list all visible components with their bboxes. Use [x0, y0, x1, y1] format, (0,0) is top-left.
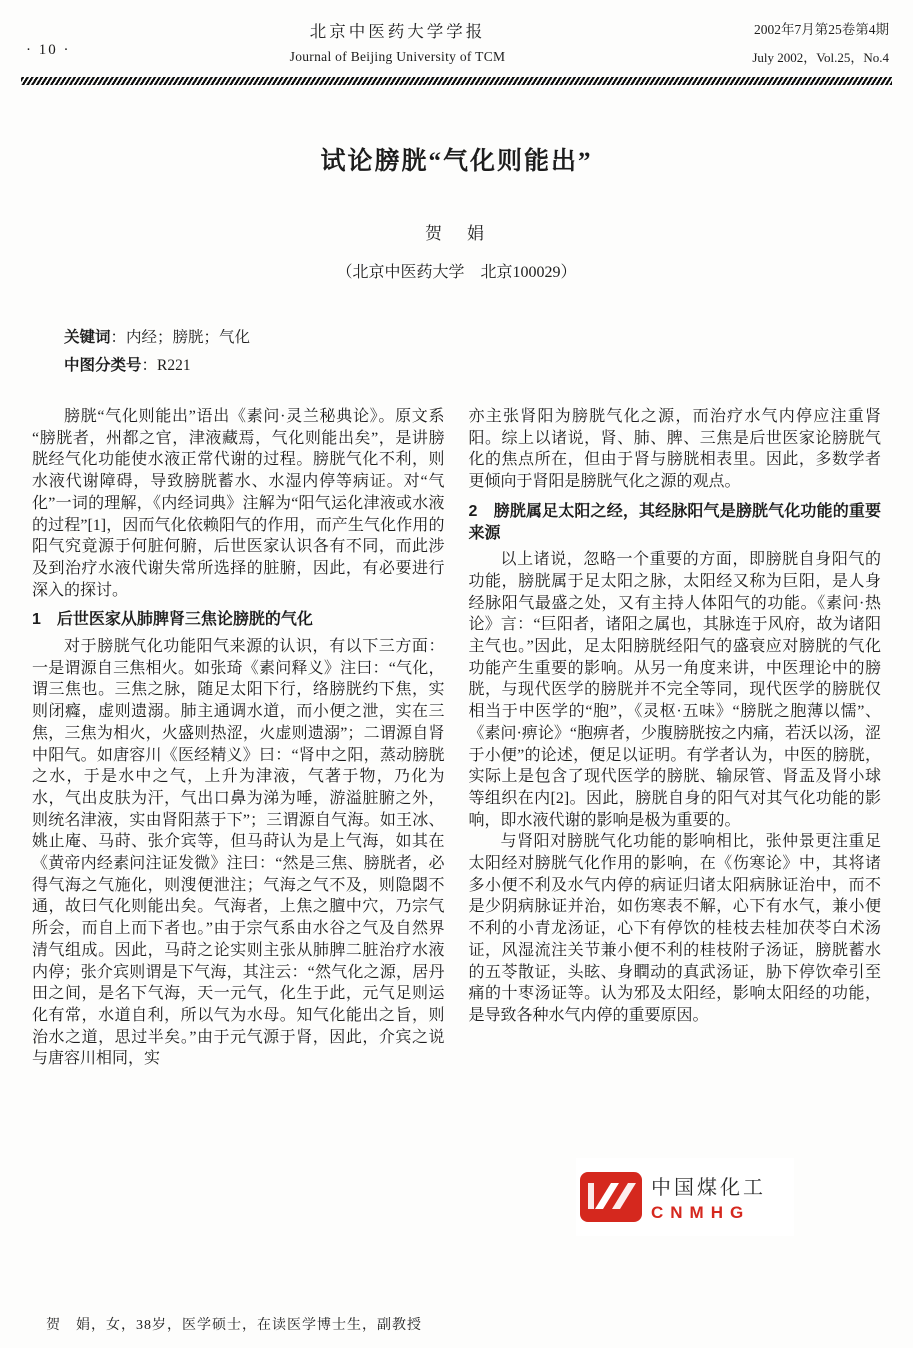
right-column [469, 406, 882, 1070]
watermark [576, 1158, 794, 1236]
body-columns [0, 380, 913, 1070]
watermark-text-en: CNMHG [651, 1203, 751, 1222]
clc-value: ：R221 [141, 357, 191, 374]
watermark-text-cn: 中国煤化工 [651, 1177, 766, 1199]
issue-info-en: July 2002，Vol.25，No.4 [752, 50, 889, 65]
issue-info-block [674, 18, 889, 66]
journal-title-block [121, 18, 674, 65]
article-affiliation: （北京中医药大学 北京100029） [336, 264, 577, 281]
paragraph-continuation: 亦主张肾阳为膀胱气化之源，而治疗水气内停应注重肾阳。综上以诸说，肾、肺、脾、三焦是后世医家论膀胱气化的焦点所在，但由于肾与膀胱相表里。因此，多数学者更倾向于肾阳是膀胱气化之源的观点。 [468, 408, 881, 491]
section-heading-2: 2 膀胱属足太阳之经，其经脉阳气是膀胱气化功能的重要来源 [468, 502, 881, 542]
header-divider-rule [21, 77, 892, 85]
clc-line [64, 352, 913, 380]
page-header [0, 0, 913, 66]
article-meta [64, 324, 913, 380]
paragraph: 膀胱“气化则能出”语出《素问·灵兰秘典论》。原文系“膀胱者，州都之官，津液藏焉，气化则能出矣”，是讲膀胱经气化功能使水液正常代谢的过程。膀胱气化不利，则水液代谢障碍，导致膀胱蓄水、水湿内停等病证。对“气化”一词的理解，《内经词典》注解为“阳气运化津液或水液的过程”[1]，因而气化依赖阳气的作用，而产生气化作用的阳气究竟源于何脏何腑，后世医家认识各有不同，而此涉及到治疗水液代谢失常所选择的脏腑，因此，有必要进行深入的探讨。 [32, 408, 445, 599]
author-bio-footnote: 贺 娟，女，38岁，医学硕士，在读医学博士生，副教授 [46, 1318, 422, 1333]
paragraph: 以上诸说，忽略一个重要的方面，即膀胱自身阳气的功能，膀胱属于足太阳之脉，太阳经又称为巨阳，是人身经脉阳气最盛之处，又有主持人体阳气的功能。《素问·热论》言：“巨阳者，诸阳之属也，其脉连于风府，故为诸阳主气也。”因此，足太阳膀胱经阳气的盛衰应对膀胱的气化功能产生重要的影响。从另一角度来讲，中医理论中的膀胱，与现代医学的膀胱并不完全等同，现代医学的膀胱仅相当于中医学的“胞”，《灵枢·五味》“膀胱之胞薄以懦”、《素问·痹论》“胞痹者，少腹膀胱按之内痛，若沃以汤，涩于小便”的论述，便足以证明。有学者认为，中医的膀胱，实际上是包含了现代医学的膀胱、输尿管、肾盂及肾小球等组织在内[2]。因此，膀胱自身的阳气对其气化功能的影响，即水液代谢的影响是极为重要的。 [468, 551, 881, 829]
keywords-label: 关键词 [64, 329, 111, 346]
journal-title-en: Journal of Beijing University of TCM [289, 49, 506, 64]
keywords-line [64, 324, 913, 352]
journal-title-cn: 北京中医药大学学报 [309, 22, 486, 41]
keywords-value: ：内经；膀胱；气化 [110, 329, 251, 346]
paragraph: 对于膀胱气化功能阳气来源的认识，有以下三方面：一是谓源自三焦相火。如张琦《素问释义》注曰：“气化，谓三焦也。三焦之脉，随足太阳下行，络膀胱约下焦，实则闭癃，虚则遗溺。肺主通调水道，而小便之泄，实在三焦，三焦为相火，火盛则热涩，火虚则遗溺”；二谓源自肾中阳气。如唐容川《医经精义》曰：“肾中之阳，蒸动膀胱之水，于是水中之气，上升为津液，气著于物，乃化为水，气出皮肤为汗，气出口鼻为涕为唾，游溢脏腑之外，则统名津液，实由肾阳蒸于下”；三谓源自气海。如王冰、姚止庵、马莳、张介宾等，但马莳认为是上气海，如其在《黄帝内经素问注证发微》注曰：“然是三焦、膀胱者，必得气海之气施化，则溲便泄注；气海之气不及，则隐閟不通，故曰气化则能出矣。气海者，上焦之膻中穴，乃宗气所会，而自上而下者也。”由于宗气系由水谷之气及自然界清气组成。因此，马莳之论实则主张从肺脾二脏治疗水液内停；张介宾则谓是下气海，其注云：“然气化之源，居丹田之间，是名下气海，天一元气，化生于此，元气足则运化有常，水道自利，所以气为水母。知气化能出之旨，则治水之道，思过半矣。”由于元气源于肾，因此，介宾之说与唐容川相同，实 [32, 638, 445, 1068]
article-title: 试论膀胱“气化则能出” [320, 148, 593, 175]
left-column [32, 406, 445, 1070]
watermark-logo-icon [580, 1172, 642, 1222]
clc-label: 中图分类号 [64, 357, 142, 374]
issue-info-cn: 2002年7月第25卷第4期 [754, 22, 889, 37]
page-number: · 10 · [26, 42, 71, 58]
article-author: 贺 娟 [425, 224, 488, 243]
watermark-text-block [651, 1171, 766, 1223]
section-heading-1: 1 后世医家从肺脾肾三焦论膀胱的气化 [32, 611, 313, 629]
paragraph: 与肾阳对膀胱气化功能的影响相比，张仲景更注重足太阳经对膀胱气化作用的影响，在《伤寒论》中，其将诸多小便不利及水气内停的病证归诸太阳病脉证治中，而不是少阴病脉证并治，如伤寒表不解，心下有水气，兼小便不利的小青龙汤证，心下有停饮的桂枝去桂加茯苓白术汤证，风湿流注关节兼小便不利的桂枝附子汤证，膀胱蓄水的五苓散证，头眩、身瞤动的真武汤证，胁下停饮牵引至痛的十枣汤证等。认为邪及太阳经，影响太阳经的功能，是导致各种水气内停的重要原因。 [468, 833, 881, 1024]
